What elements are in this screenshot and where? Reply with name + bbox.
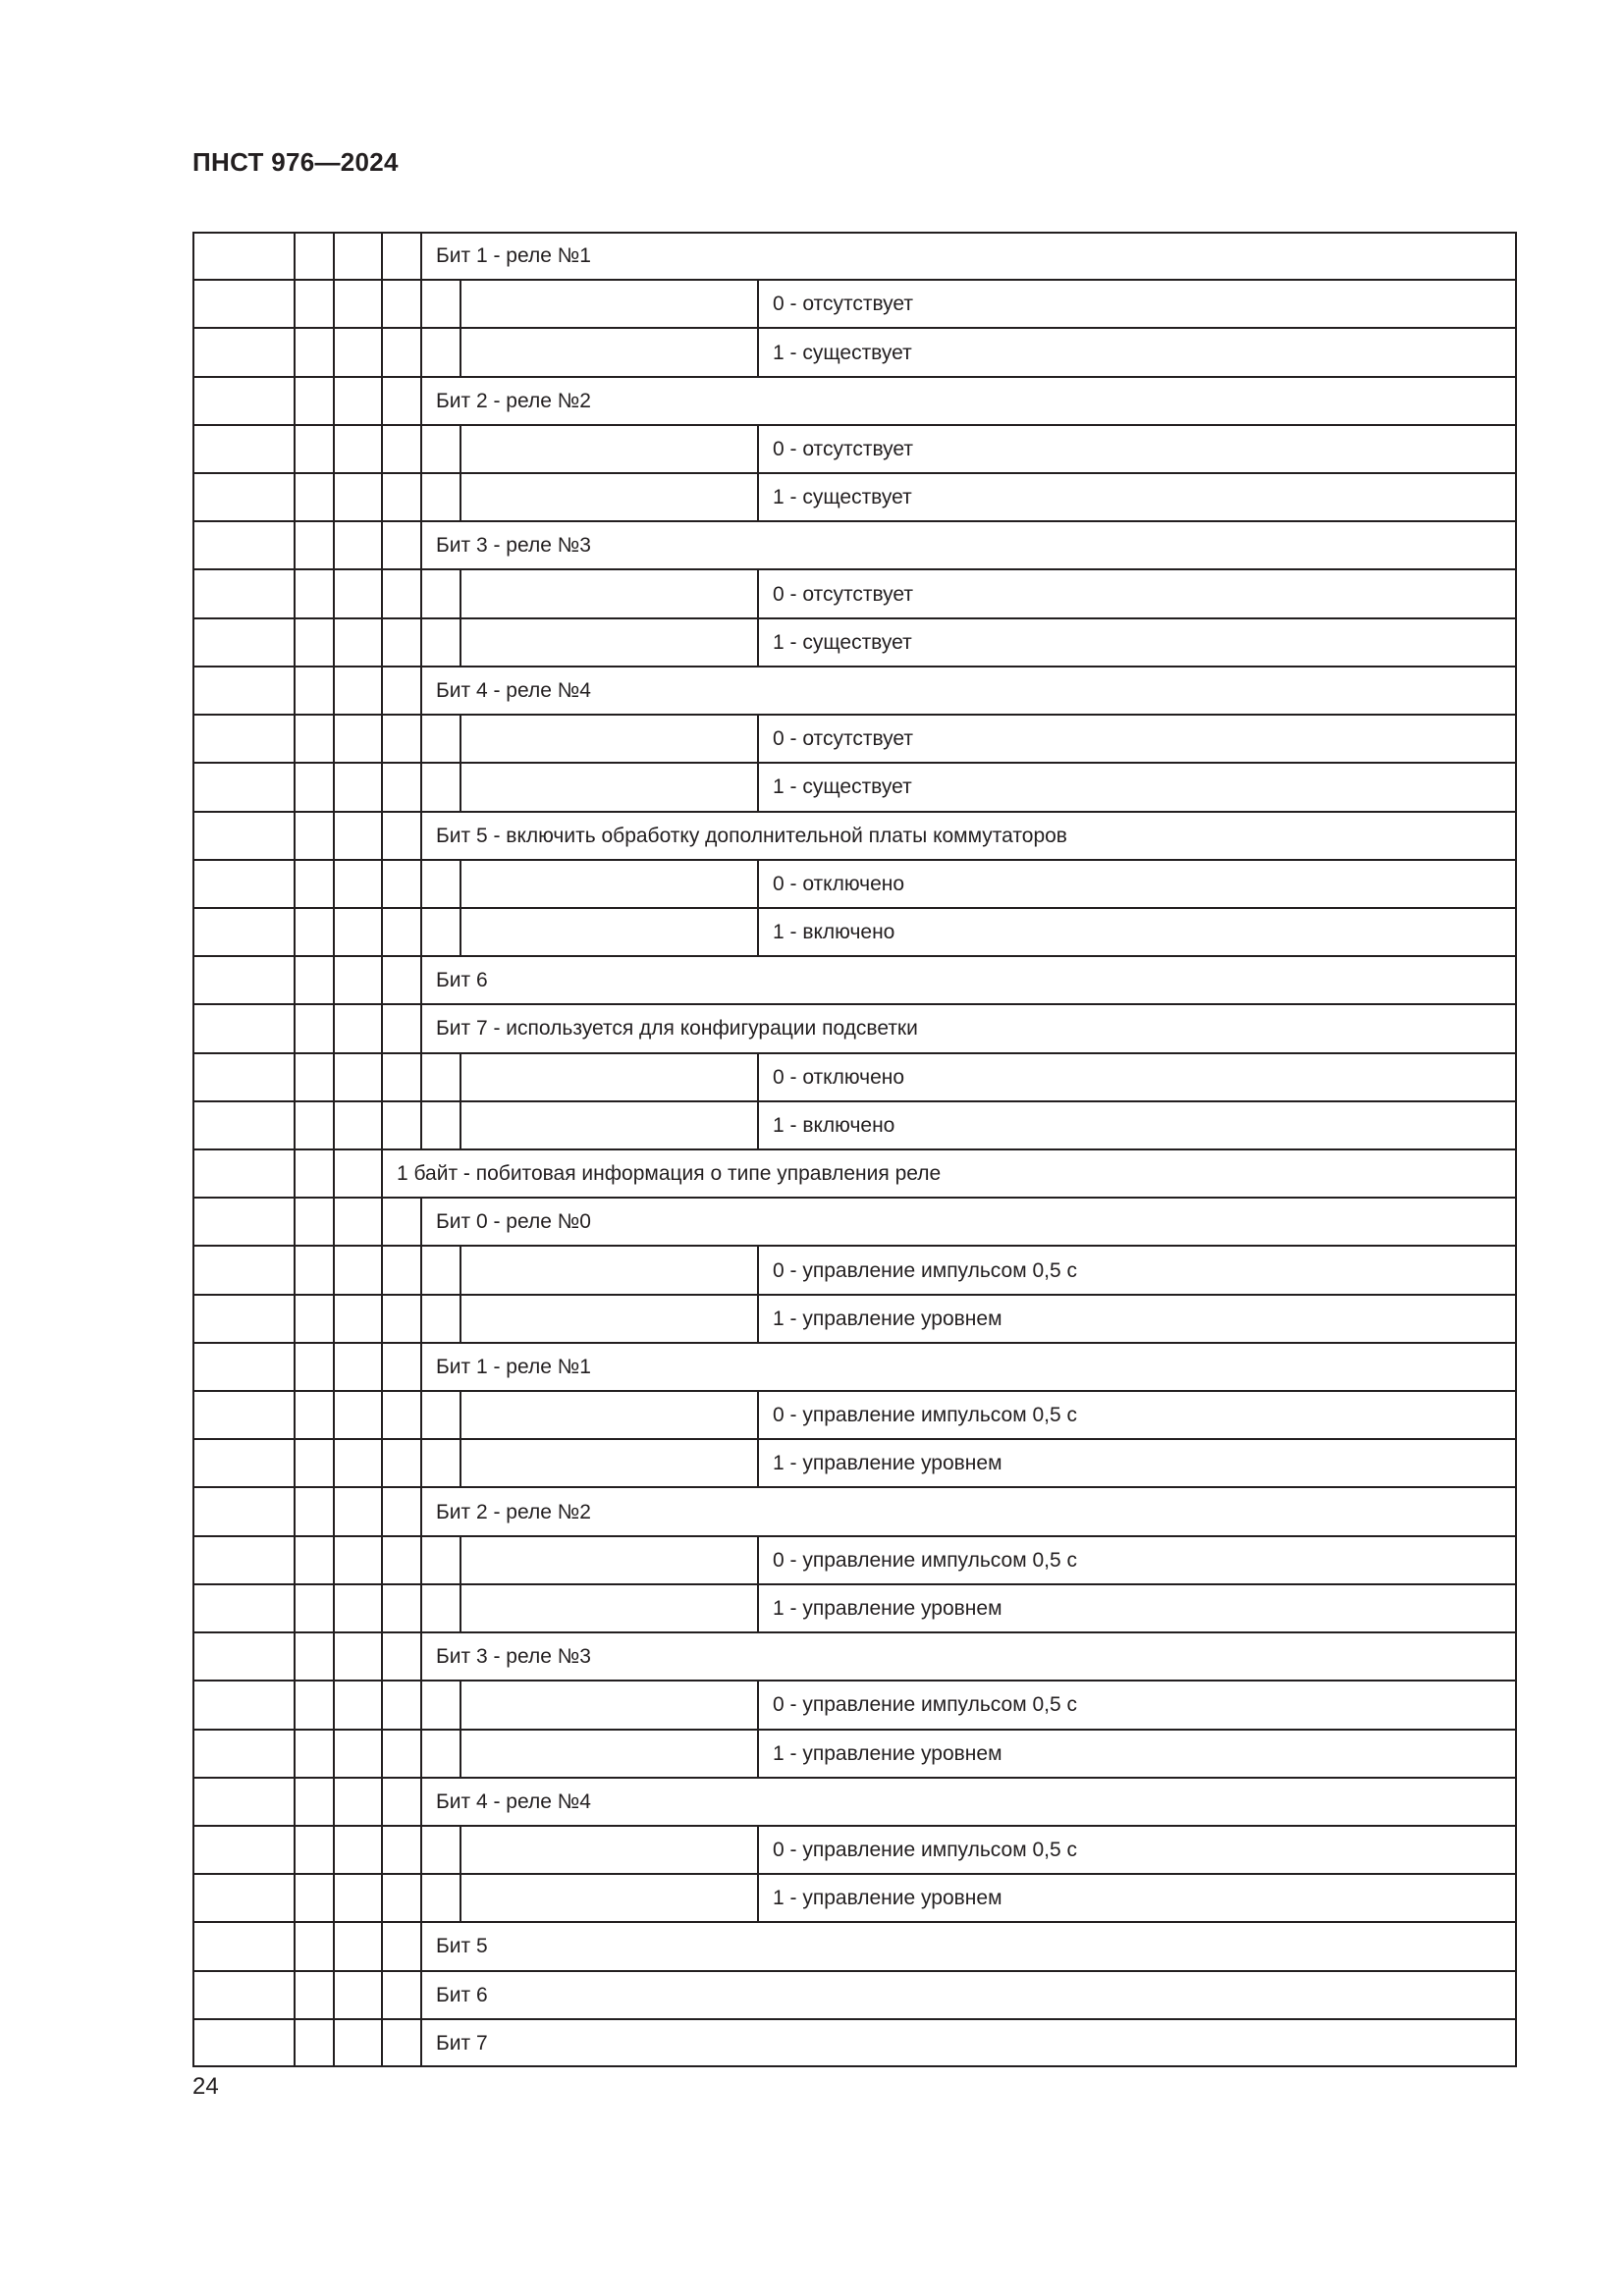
row-text: 1 - управление уровнем [758,1439,1517,1487]
empty-cell [460,280,758,328]
empty-cell [295,280,334,328]
empty-cell [382,2019,421,2067]
empty-cell [334,1101,382,1149]
row-text: Бит 5 [421,1922,1517,1970]
empty-cell [334,425,382,473]
table-row [192,618,1517,667]
empty-cell [192,1778,295,1826]
table-row [192,1004,1517,1052]
row-text: 0 - отсутствует [758,569,1517,617]
empty-cell [460,1439,758,1487]
empty-cell [421,280,460,328]
table-row [192,1681,1517,1729]
empty-cell [192,763,295,811]
table-row [192,1874,1517,1922]
empty-cell [421,1730,460,1778]
row-text: Бит 6 [421,1971,1517,2019]
empty-cell [295,377,334,425]
empty-cell [295,908,334,956]
empty-cell [192,715,295,763]
empty-cell [382,860,421,908]
empty-cell [421,1101,460,1149]
empty-cell [295,1149,334,1198]
row-text: 1 - управление уровнем [758,1874,1517,1922]
empty-cell [460,569,758,617]
table-row [192,1198,1517,1246]
empty-cell [334,1826,382,1874]
row-text: 0 - управление импульсом 0,5 с [758,1246,1517,1294]
empty-cell [295,618,334,667]
row-text: Бит 2 - реле №2 [421,377,1517,425]
empty-cell [334,812,382,860]
table-row [192,1778,1517,1826]
empty-cell [382,1874,421,1922]
empty-cell [295,812,334,860]
empty-cell [334,956,382,1004]
empty-cell [334,1874,382,1922]
table-row [192,1584,1517,1632]
table-row [192,1053,1517,1101]
empty-cell [460,1246,758,1294]
table-row [192,1149,1517,1198]
empty-cell [382,232,421,280]
empty-cell [421,1874,460,1922]
empty-cell [295,521,334,569]
row-text: Бит 1 - реле №1 [421,1343,1517,1391]
empty-cell [460,715,758,763]
table-row [192,715,1517,763]
empty-cell [192,1149,295,1198]
empty-cell [334,1681,382,1729]
row-text: Бит 7 [421,2019,1517,2067]
empty-cell [382,1246,421,1294]
row-text: Бит 4 - реле №4 [421,1778,1517,1826]
empty-cell [334,280,382,328]
empty-cell [421,1295,460,1343]
table-row [192,1536,1517,1584]
empty-cell [295,473,334,521]
empty-cell [295,1439,334,1487]
empty-cell [421,1246,460,1294]
empty-cell [334,908,382,956]
empty-cell [295,1487,334,1535]
empty-cell [334,1198,382,1246]
empty-cell [334,2019,382,2067]
empty-cell [421,473,460,521]
table-row [192,1101,1517,1149]
empty-cell [192,1343,295,1391]
empty-cell [382,328,421,376]
table-row [192,377,1517,425]
empty-cell [460,1101,758,1149]
row-text: Бит 4 - реле №4 [421,667,1517,715]
data-table [192,232,1517,2067]
table-row [192,812,1517,860]
empty-cell [460,1053,758,1101]
empty-cell [460,860,758,908]
empty-cell [192,1826,295,1874]
empty-cell [334,473,382,521]
table-row [192,473,1517,521]
row-text: 1 - существует [758,618,1517,667]
empty-cell [334,1295,382,1343]
empty-cell [382,1971,421,2019]
empty-cell [421,715,460,763]
row-text: 0 - отсутствует [758,280,1517,328]
empty-cell [295,1971,334,2019]
empty-cell [295,1632,334,1681]
empty-cell [334,1971,382,2019]
empty-cell [192,860,295,908]
table-row [192,1826,1517,1874]
row-text: 1 байт - побитовая информация о типе управления реле [382,1149,1517,1198]
empty-cell [460,763,758,811]
empty-cell [334,1632,382,1681]
document-code: ПНСТ 976—2024 [192,147,399,177]
row-text: 1 - управление уровнем [758,1584,1517,1632]
table-row [192,1246,1517,1294]
empty-cell [421,1826,460,1874]
empty-cell [334,1343,382,1391]
empty-cell [192,1198,295,1246]
empty-cell [460,1826,758,1874]
empty-cell [295,1536,334,1584]
empty-cell [382,667,421,715]
table-row [192,860,1517,908]
table-row [192,1730,1517,1778]
row-text: Бит 7 - используется для конфигурации подсветки [421,1004,1517,1052]
table-row [192,908,1517,956]
empty-cell [382,1053,421,1101]
table-row [192,1922,1517,1970]
empty-cell [192,1730,295,1778]
empty-cell [382,1439,421,1487]
empty-cell [295,2019,334,2067]
empty-cell [192,2019,295,2067]
row-text: 0 - управление импульсом 0,5 с [758,1826,1517,1874]
empty-cell [295,667,334,715]
empty-cell [334,667,382,715]
table-row [192,569,1517,617]
empty-cell [382,280,421,328]
row-text: 1 - включено [758,1101,1517,1149]
empty-cell [460,1874,758,1922]
empty-cell [295,1730,334,1778]
empty-cell [460,1681,758,1729]
empty-cell [192,667,295,715]
empty-cell [192,280,295,328]
empty-cell [421,1391,460,1439]
empty-cell [460,328,758,376]
empty-cell [382,377,421,425]
table-row [192,521,1517,569]
empty-cell [334,860,382,908]
empty-cell [295,763,334,811]
table-row [192,232,1517,280]
table-row [192,763,1517,811]
row-text: 1 - управление уровнем [758,1730,1517,1778]
empty-cell [334,1778,382,1826]
empty-cell [295,569,334,617]
page-number: 24 [192,2073,219,2100]
empty-cell [382,908,421,956]
table-row [192,1343,1517,1391]
table-row [192,1971,1517,2019]
empty-cell [334,715,382,763]
empty-cell [192,521,295,569]
empty-cell [295,1101,334,1149]
row-text: 0 - отсутствует [758,715,1517,763]
empty-cell [382,1295,421,1343]
empty-cell [295,1004,334,1052]
empty-cell [295,1584,334,1632]
table-row [192,425,1517,473]
row-text: Бит 6 [421,956,1517,1004]
empty-cell [192,1246,295,1294]
empty-cell [421,908,460,956]
empty-cell [295,1778,334,1826]
empty-cell [295,1681,334,1729]
empty-cell [334,521,382,569]
empty-cell [382,425,421,473]
empty-cell [334,1149,382,1198]
empty-cell [192,1004,295,1052]
empty-cell [382,1778,421,1826]
empty-cell [334,1730,382,1778]
empty-cell [421,328,460,376]
empty-cell [334,232,382,280]
empty-cell [382,1536,421,1584]
empty-cell [192,569,295,617]
empty-cell [382,473,421,521]
empty-cell [295,956,334,1004]
empty-cell [334,1246,382,1294]
empty-cell [192,1971,295,2019]
empty-cell [460,908,758,956]
empty-cell [295,1053,334,1101]
empty-cell [460,1730,758,1778]
empty-cell [382,956,421,1004]
empty-cell [295,1922,334,1970]
empty-cell [421,569,460,617]
empty-cell [460,473,758,521]
empty-cell [382,812,421,860]
empty-cell [334,328,382,376]
empty-cell [421,860,460,908]
empty-cell [192,232,295,280]
empty-cell [192,1295,295,1343]
row-text: Бит 0 - реле №0 [421,1198,1517,1246]
row-text: 1 - управление уровнем [758,1295,1517,1343]
table-row [192,1439,1517,1487]
empty-cell [295,1874,334,1922]
empty-cell [295,328,334,376]
row-text: 0 - управление импульсом 0,5 с [758,1536,1517,1584]
table-row [192,1295,1517,1343]
table-row [192,2019,1517,2067]
empty-cell [382,1584,421,1632]
empty-cell [295,1391,334,1439]
empty-cell [295,1246,334,1294]
empty-cell [382,1730,421,1778]
table-row [192,667,1517,715]
empty-cell [382,521,421,569]
empty-cell [460,1391,758,1439]
table-row [192,280,1517,328]
empty-cell [334,1536,382,1584]
empty-cell [421,1053,460,1101]
empty-cell [382,1681,421,1729]
row-text: Бит 3 - реле №3 [421,1632,1517,1681]
table-row [192,1487,1517,1535]
empty-cell [382,1826,421,1874]
empty-cell [192,812,295,860]
empty-cell [295,1826,334,1874]
empty-cell [295,232,334,280]
empty-cell [295,715,334,763]
row-text: 1 - существует [758,473,1517,521]
row-text: 1 - существует [758,328,1517,376]
row-text: Бит 1 - реле №1 [421,232,1517,280]
row-text: 1 - включено [758,908,1517,956]
empty-cell [192,1681,295,1729]
empty-cell [192,1101,295,1149]
empty-cell [295,425,334,473]
empty-cell [421,1681,460,1729]
empty-cell [334,377,382,425]
empty-cell [295,860,334,908]
empty-cell [382,569,421,617]
empty-cell [295,1343,334,1391]
empty-cell [460,1295,758,1343]
empty-cell [460,425,758,473]
table-row [192,328,1517,376]
empty-cell [421,1584,460,1632]
empty-cell [295,1295,334,1343]
empty-cell [421,1536,460,1584]
row-text: 0 - отключено [758,860,1517,908]
empty-cell [192,425,295,473]
table-row [192,1391,1517,1439]
row-text: 0 - отсутствует [758,425,1517,473]
empty-cell [295,1198,334,1246]
empty-cell [334,1053,382,1101]
empty-cell [382,1922,421,1970]
empty-cell [334,1439,382,1487]
empty-cell [421,763,460,811]
empty-cell [460,1584,758,1632]
empty-cell [192,1922,295,1970]
row-text: 1 - существует [758,763,1517,811]
empty-cell [382,1101,421,1149]
empty-cell [192,1487,295,1535]
row-text: Бит 5 - включить обработку дополнительной платы коммутаторов [421,812,1517,860]
empty-cell [192,1584,295,1632]
row-text: 0 - управление импульсом 0,5 с [758,1681,1517,1729]
empty-cell [334,1004,382,1052]
row-text: 0 - управление импульсом 0,5 с [758,1391,1517,1439]
empty-cell [334,1391,382,1439]
empty-cell [334,763,382,811]
table-row [192,1632,1517,1681]
row-text: Бит 2 - реле №2 [421,1487,1517,1535]
empty-cell [192,377,295,425]
empty-cell [334,1584,382,1632]
empty-cell [382,1487,421,1535]
empty-cell [192,1874,295,1922]
empty-cell [192,328,295,376]
row-text: Бит 3 - реле №3 [421,521,1517,569]
empty-cell [382,1391,421,1439]
empty-cell [192,1439,295,1487]
empty-cell [334,1487,382,1535]
empty-cell [192,1053,295,1101]
empty-cell [192,908,295,956]
empty-cell [192,1391,295,1439]
empty-cell [421,618,460,667]
empty-cell [192,1536,295,1584]
empty-cell [382,1198,421,1246]
empty-cell [382,618,421,667]
empty-cell [382,1632,421,1681]
empty-cell [192,473,295,521]
table-row [192,956,1517,1004]
empty-cell [192,1632,295,1681]
empty-cell [460,1536,758,1584]
empty-cell [382,763,421,811]
row-text: 0 - отключено [758,1053,1517,1101]
empty-cell [421,425,460,473]
empty-cell [382,1343,421,1391]
empty-cell [382,715,421,763]
empty-cell [460,618,758,667]
empty-cell [334,618,382,667]
empty-cell [334,1922,382,1970]
empty-cell [192,618,295,667]
empty-cell [421,1439,460,1487]
empty-cell [192,956,295,1004]
empty-cell [382,1004,421,1052]
empty-cell [334,569,382,617]
